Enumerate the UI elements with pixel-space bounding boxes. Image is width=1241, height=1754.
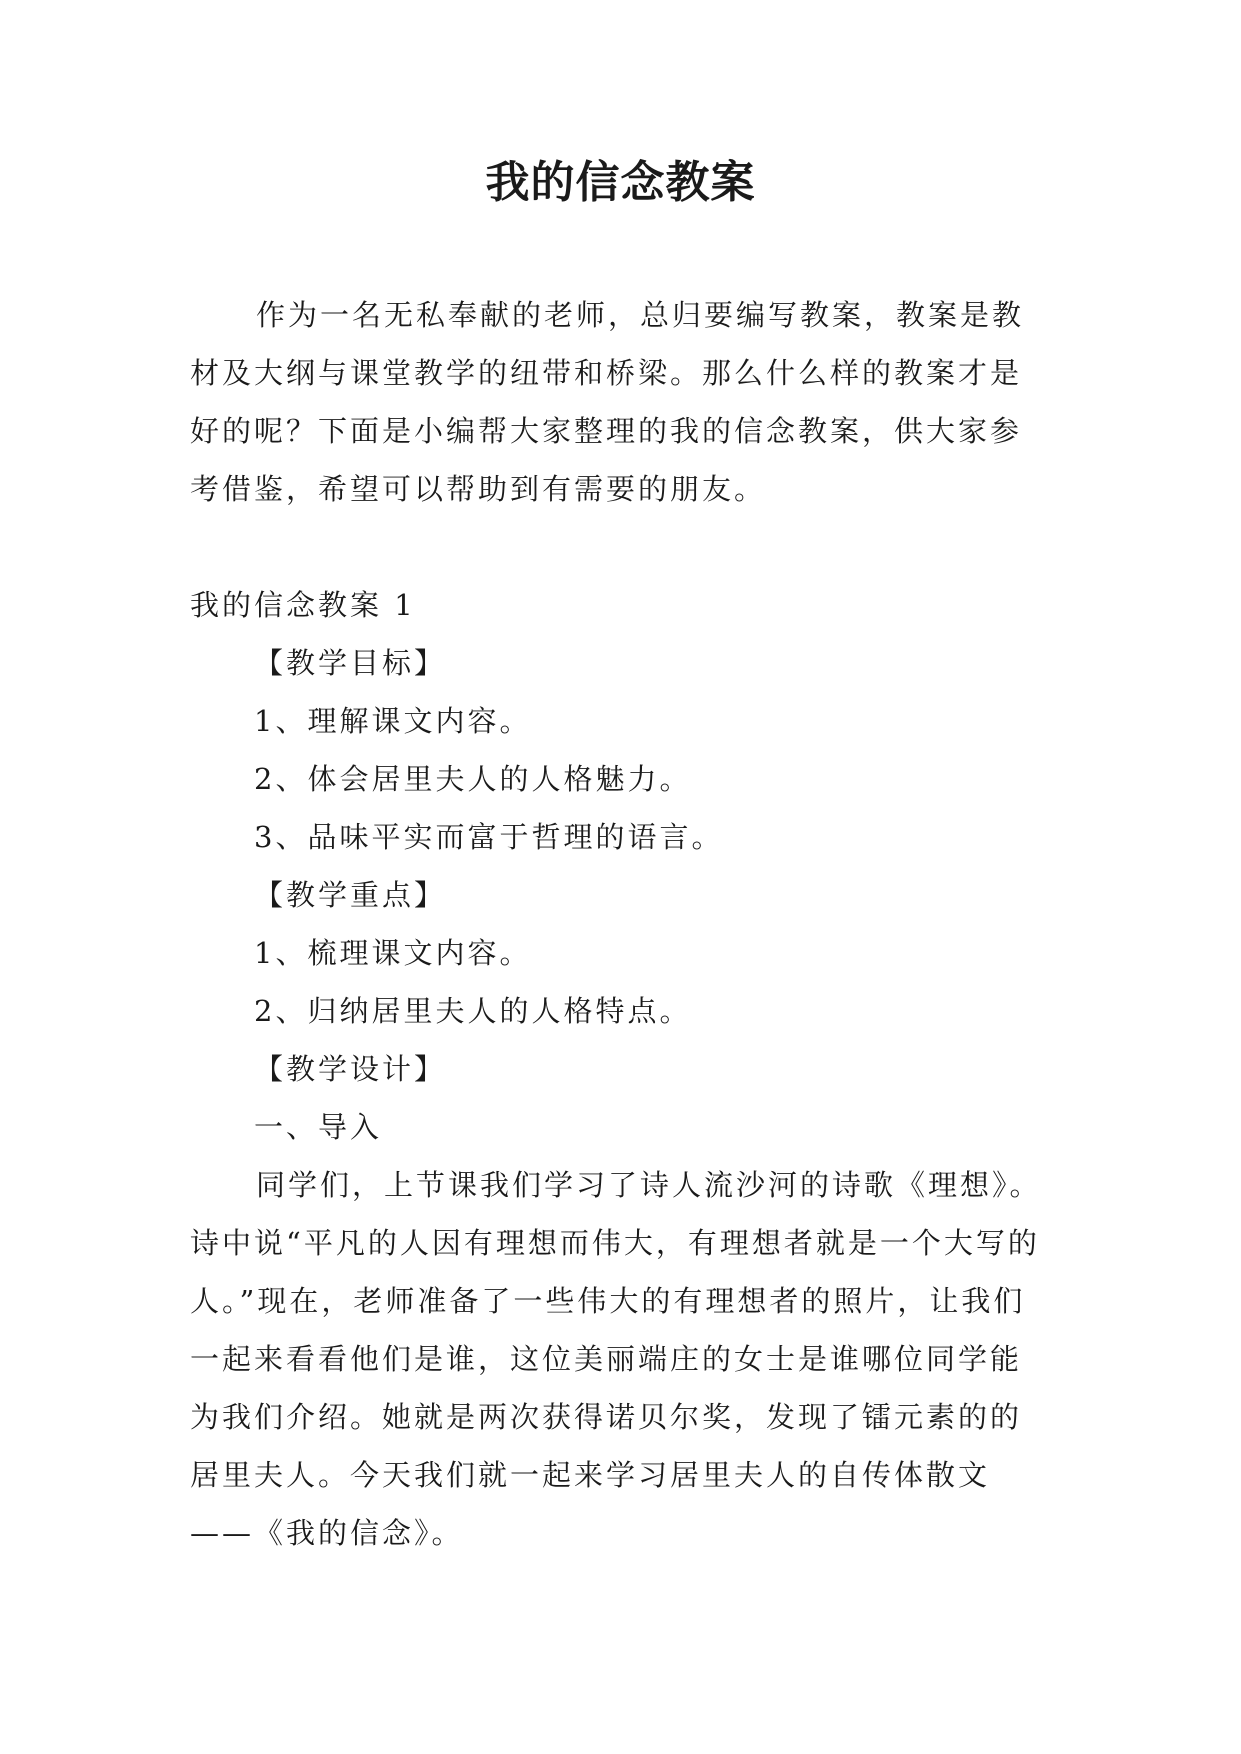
objective-item: 3、品味平实而富于哲理的语言。 <box>254 820 724 854</box>
section-heading: 我的信念教案 1 <box>190 588 416 622</box>
focus-heading: 【教学重点】 <box>254 878 447 912</box>
step-one-heading: 一、导入 <box>254 1110 383 1144</box>
objectives-heading: 【教学目标】 <box>254 646 447 680</box>
objective-item: 2、体会居里夫人的人格魅力。 <box>254 762 692 796</box>
objective-item: 1、理解课文内容。 <box>254 704 532 738</box>
document-title: 我的信念教案 <box>485 157 756 208</box>
document-body <box>190 576 1050 1562</box>
intro-paragraph: 作为一名无私奉献的老师，总归要编写教案，教案是教材及大纲与课堂教学的纽带和桥梁。那么什么样的教案才是好的呢？下面是小编帮大家整理的我的信念教案，供大家参考借鉴，希望可以帮助到有需要的朋友。 <box>190 298 1025 506</box>
focus-item: 1、梳理课文内容。 <box>254 936 532 970</box>
design-heading: 【教学设计】 <box>254 1052 447 1086</box>
step-one-paragraph: 同学们，上节课我们学习了诗人流沙河的诗歌《理想》。诗中说“平凡的人因有理想而伟大，有理想者就是一个大写的人。”现在，老师准备了一些伟大的有理想者的照片，让我们一起来看看他们是谁，这位美丽端庄的女士是谁哪位同学能为我们介绍。她就是两次获得诺贝尔奖，发现了镭元素的的居里夫人。今天我们就一起来学习居里夫人的自传体散文——《我的信念》。 <box>190 1168 1042 1550</box>
focus-item: 2、归纳居里夫人的人格特点。 <box>254 994 692 1028</box>
